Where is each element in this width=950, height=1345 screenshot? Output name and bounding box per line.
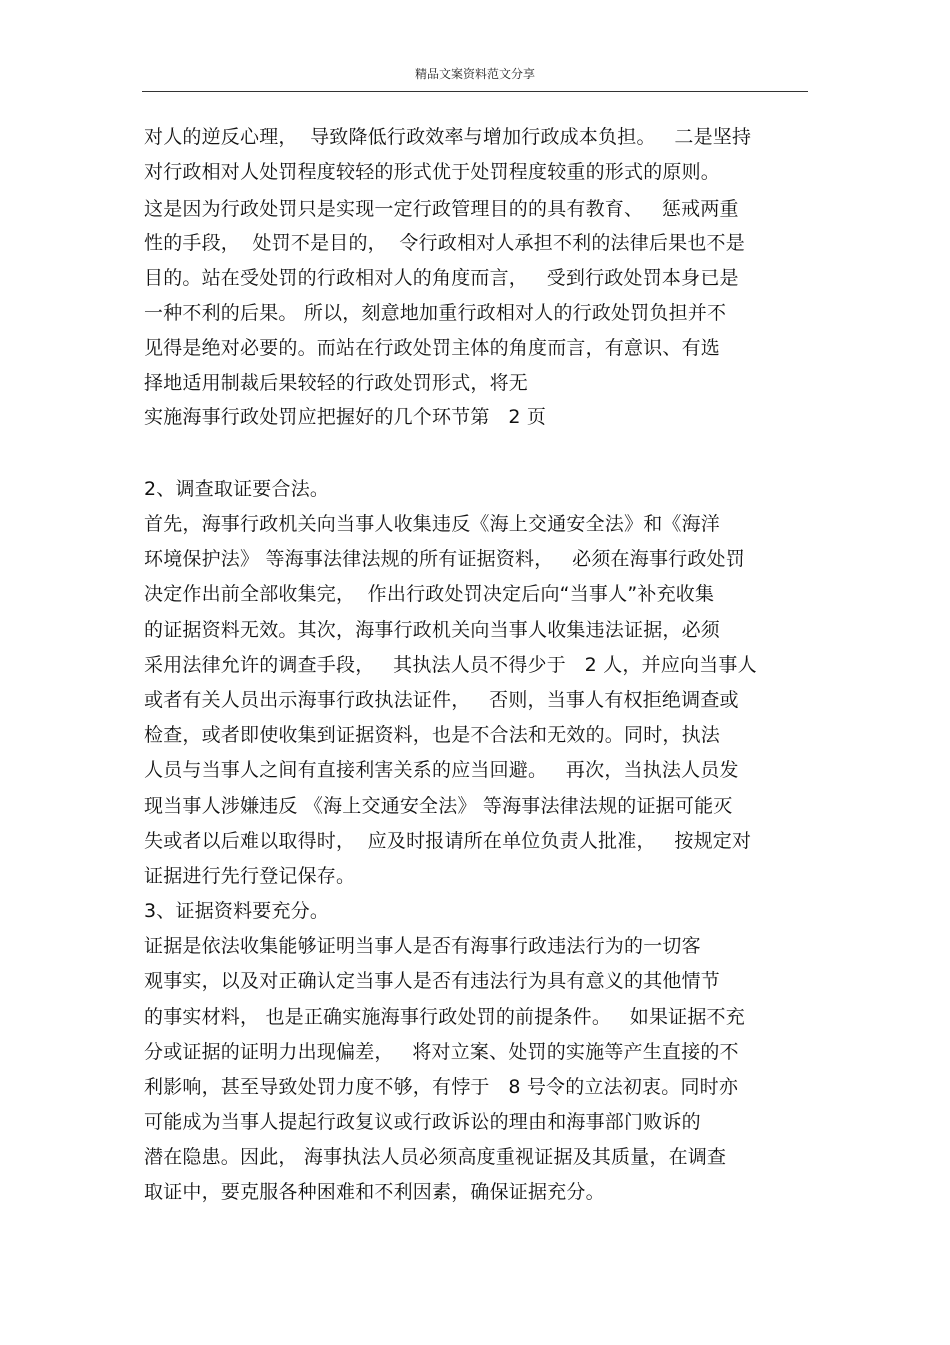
text-line: 可能成为当事人提起行政复议或行政诉讼的理由和海事部门败诉的: [144, 1111, 701, 1133]
text-line: 人员与当事人之间有直接利害关系的应当回避。 再次，当执法人员发: [144, 759, 739, 781]
text-line: 利影响，甚至导致处罚力度不够，有悖于 8 号令的立法初衷。同时亦: [144, 1076, 739, 1098]
text-line: 一种不利的后果。 所以，刻意地加重行政相对人的行政处罚负担并不: [144, 302, 727, 324]
text-line: 环境保护法》 等海事法律法规的所有证据资料， 必须在海事行政处罚: [144, 548, 745, 570]
text-line: 目的。站在受处罚的行政相对人的角度而言， 受到行政处罚本身已是: [144, 267, 739, 289]
page-footer-line: 实施海事行政处罚应把握好的几个环节第 2 页: [144, 406, 547, 428]
text-line: 观事实，以及对正确认定当事人是否有违法行为具有意义的其他情节: [144, 970, 721, 992]
text-line: 性的手段， 处罚不是目的， 令行政相对人承担不利的法律后果也不是: [144, 232, 745, 254]
text-line: 的事实材料， 也是正确实施海事行政处罚的前提条件。 如果证据不充: [144, 1006, 745, 1028]
section-heading: 3、证据资料要充分。: [144, 900, 330, 922]
text-line: 见得是绝对必要的。而站在行政处罚主体的角度而言，有意识、有选: [144, 337, 721, 359]
text-line: 证据是依法收集能够证明当事人是否有海事行政违法行为的一切客: [144, 935, 701, 957]
text-line: 对人的逆反心理， 导致降低行政效率与增加行政成本负担。 二是坚持: [144, 126, 752, 148]
text-line: 或者有关人员出示海事行政执法证件， 否则，当事人有权拒绝调查或: [144, 689, 739, 711]
text-line: 失或者以后难以取得时， 应及时报请所在单位负责人批准， 按规定对: [144, 830, 752, 852]
text-line: 证据进行先行登记保存。: [144, 865, 356, 887]
text-line: 取证中，要克服各种困难和不利因素，确保证据充分。: [144, 1181, 605, 1203]
section-heading: 2、调查取证要合法。: [144, 478, 330, 500]
header-divider: [142, 91, 808, 92]
text-line: 择地适用制裁后果较轻的行政处罚形式，将无: [144, 372, 529, 394]
text-line: 这是因为行政处罚只是实现一定行政管理目的的具有教育、 惩戒两重: [144, 198, 739, 220]
text-line: 首先，海事行政机关向当事人收集违反《海上交通安全法》和《海洋: [144, 513, 721, 535]
text-line: 对行政相对人处罚程度较轻的形式优于处罚程度较重的形式的原则。: [144, 161, 721, 183]
text-line: 现当事人涉嫌违反 《海上交通安全法》 等海事法律法规的证据可能灭: [144, 795, 733, 817]
text-line: 潜在隐患。因此， 海事执法人员必须高度重视证据及其质量，在调查: [144, 1146, 727, 1168]
text-line: 的证据资料无效。其次，海事行政机关向当事人收集违法证据，必须: [144, 619, 721, 641]
page-header: 精品文案资料范文分享: [414, 67, 535, 81]
text-line: 检查，或者即使收集到证据资料，也是不合法和无效的。同时，执法: [144, 724, 721, 746]
text-line: 采用法律允许的调查手段， 其执法人员不得少于 2 人，并应向当事人: [144, 654, 757, 676]
text-line: 决定作出前全部收集完， 作出行政处罚决定后向“当事人”补充收集: [144, 583, 715, 605]
text-line: 分或证据的证明力出现偏差， 将对立案、处罚的实施等产生直接的不: [144, 1041, 739, 1063]
